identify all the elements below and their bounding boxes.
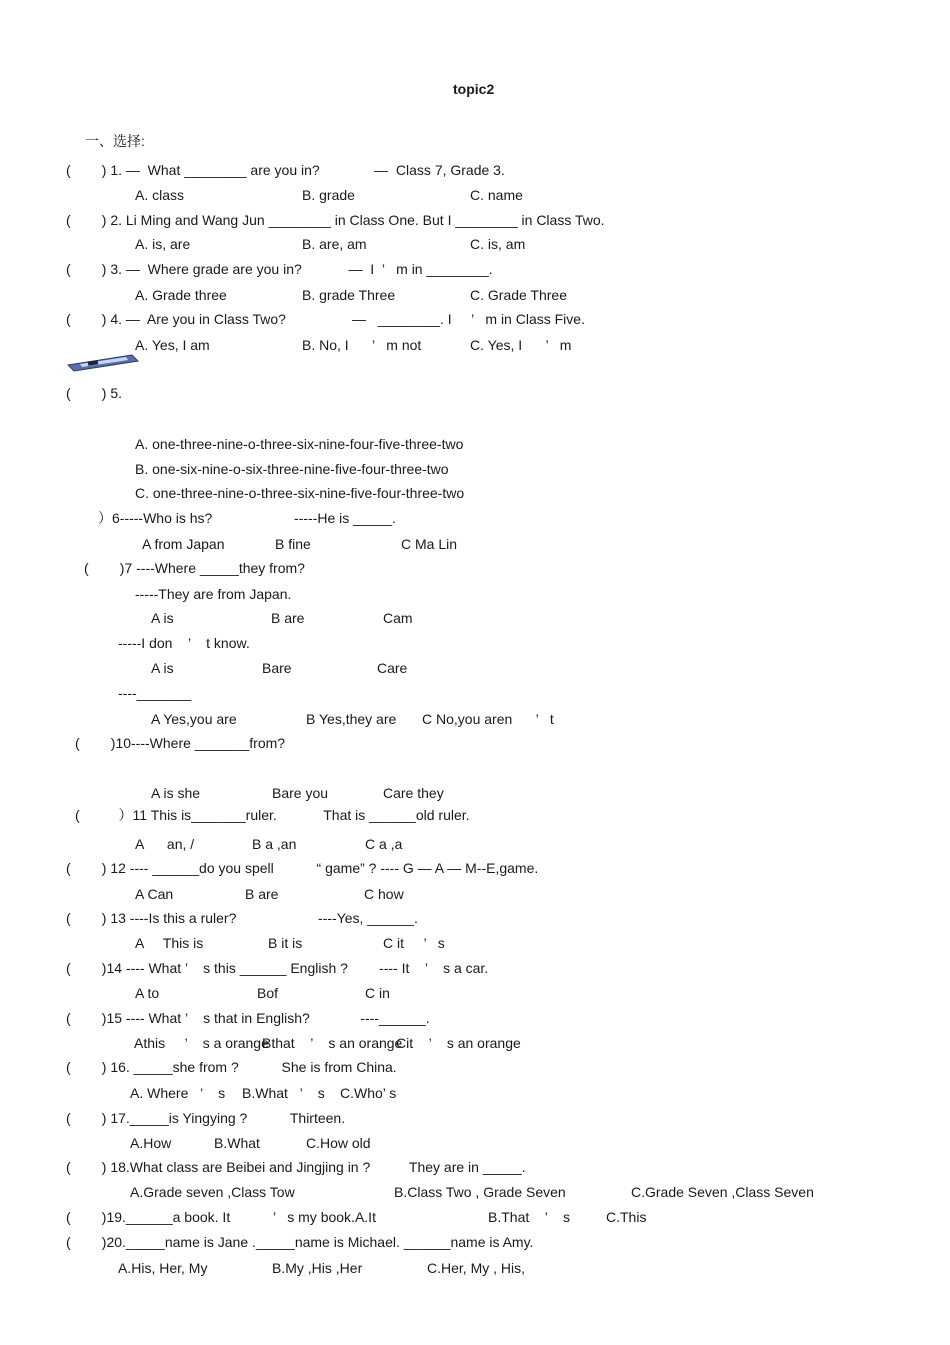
question-11: ( ）11 This is_______ruler. That is ______old ruler. bbox=[75, 807, 470, 823]
q7-option-c: Cam bbox=[383, 610, 413, 626]
q10-option-b: Bare you bbox=[272, 785, 329, 801]
q12-option-c: C how bbox=[364, 886, 404, 902]
question-1: ( ) 1. — What ________ are you in? — Class 7, Grade 3. bbox=[66, 162, 505, 178]
question-15: ( )15 ---- What ’ s that in English? ----______. bbox=[66, 1010, 430, 1026]
q2-option-c: C. is, am bbox=[470, 236, 526, 252]
question-18: ( ) 18.What class are Beibei and Jingjing in ? They are in _____. bbox=[66, 1159, 526, 1175]
q5-option-a: A. one-three-nine-o-three-six-nine-four-five-three-two bbox=[135, 436, 464, 452]
q11-option-a: A an, / bbox=[135, 836, 195, 852]
question-17: ( ) 17._____is Yingying ? Thirteen. bbox=[66, 1110, 346, 1126]
q8-option-a: A is bbox=[151, 660, 174, 676]
q17-option-a: A.How bbox=[130, 1135, 172, 1151]
q18-option-a: A.Grade seven ,Class Tow bbox=[130, 1184, 295, 1200]
q4-option-b: B. No, I ’ m not bbox=[302, 337, 422, 353]
q19-option-b: B.That ’ s bbox=[488, 1209, 570, 1225]
q1-option-c: C. name bbox=[470, 187, 523, 203]
q7-option-b: B are bbox=[271, 610, 305, 626]
q15-option-b: Bthat ’ s an orange bbox=[262, 1035, 403, 1051]
q18-option-b: B.Class Two , Grade Seven bbox=[394, 1184, 566, 1200]
q20-option-a: A.His, Her, My bbox=[118, 1260, 208, 1276]
q12-option-b: B are bbox=[245, 886, 279, 902]
q10-option-c: Care they bbox=[383, 785, 444, 801]
q16-option-b: B.What ’ s bbox=[242, 1085, 325, 1101]
question-14: ( )14 ---- What ’ s this ______ English ? ---- It ’ s a car. bbox=[66, 960, 489, 976]
q2-option-b: B. are, am bbox=[302, 236, 367, 252]
q17-option-c: C.How old bbox=[306, 1135, 371, 1151]
question-4: ( ) 4. — Are you in Class Two? — ________. I ’ m in Class Five. bbox=[66, 311, 585, 327]
question-7: ( )7 ----Where _____they from? bbox=[84, 560, 305, 576]
q13-option-c: C it ’ s bbox=[383, 935, 445, 951]
q20-option-c: C.Her, My , His, bbox=[427, 1260, 526, 1276]
question-6: ）6-----Who is hs? -----He is _____. bbox=[98, 510, 396, 526]
question-16: ( ) 16. _____she from ? She is from China. bbox=[66, 1059, 397, 1075]
q11-option-b: B a ,an bbox=[252, 836, 297, 852]
q3-option-c: C. Grade Three bbox=[470, 287, 568, 303]
q3-option-b: B. grade Three bbox=[302, 287, 396, 303]
q8-option-b: Bare bbox=[262, 660, 292, 676]
q6-option-c: C Ma Lin bbox=[401, 536, 458, 552]
q6-option-a: A from Japan bbox=[142, 536, 225, 552]
q19-option-c: C.This bbox=[606, 1209, 647, 1225]
q2-option-a: A. is, are bbox=[135, 236, 191, 252]
q15-option-c: Cit ’ s an orange bbox=[396, 1035, 521, 1051]
q4-option-a: A. Yes, I am bbox=[135, 337, 210, 353]
q14-option-a: A to bbox=[135, 985, 160, 1001]
page-title: topic2 bbox=[453, 81, 495, 97]
question-19: ( )19.______a book. It ’ s my book.A.It bbox=[66, 1209, 376, 1225]
question-2: ( ) 2. Li Ming and Wang Jun ________ in Class One. But I ________ in Class Two. bbox=[66, 212, 605, 228]
q11-option-c: C a ,a bbox=[365, 836, 403, 852]
question-10: ( )10----Where _______from? bbox=[75, 735, 286, 751]
q9-option-c: C No,you aren ’ t bbox=[422, 711, 554, 727]
q5-option-c: C. one-three-nine-o-three-six-nine-five-four-three-two bbox=[135, 485, 465, 501]
question-12: ( ) 12 ---- ______do you spell “ game” ? ---- G — A — M--E,game. bbox=[66, 860, 539, 876]
q9-option-b: B Yes,they are bbox=[306, 711, 397, 727]
q8-option-c: Care bbox=[377, 660, 408, 676]
q10-option-a: A is she bbox=[151, 785, 201, 801]
q14-option-b: Bof bbox=[257, 985, 279, 1001]
q12-option-a: A Can bbox=[135, 886, 174, 902]
question-9: ----_______ bbox=[118, 685, 192, 701]
q7-option-a: A is bbox=[151, 610, 174, 626]
question-3: ( ) 3. — Where grade are you in? — I ’ m in ________. bbox=[66, 261, 493, 277]
q4-option-c: C. Yes, I ’ m bbox=[470, 337, 572, 353]
q13-option-a: A This is bbox=[135, 935, 204, 951]
q1-option-b: B. grade bbox=[302, 187, 355, 203]
q7-answer-line: -----They are from Japan. bbox=[135, 586, 292, 602]
q16-option-c: C.Who’ s bbox=[340, 1085, 397, 1101]
q3-option-a: A. Grade three bbox=[135, 287, 227, 303]
q13-option-b: B it is bbox=[268, 935, 303, 951]
q18-option-c: C.Grade Seven ,Class Seven bbox=[631, 1184, 814, 1200]
q9-option-a: A Yes,you are bbox=[151, 711, 237, 727]
q14-option-c: C in bbox=[365, 985, 390, 1001]
q1-option-a: A. class bbox=[135, 187, 185, 203]
q5-option-b: B. one-six-nine-o-six-three-nine-five-four-three-two bbox=[135, 461, 449, 477]
q15-option-a: Athis ’ s a orange bbox=[134, 1035, 269, 1051]
q6-option-b: B fine bbox=[275, 536, 311, 552]
question-5: ( ) 5. bbox=[66, 385, 123, 401]
question-13: ( ) 13 ----Is this a ruler? ----Yes, ______. bbox=[66, 910, 418, 926]
question-8: -----I don ’ t know. bbox=[118, 635, 250, 651]
section-heading: 一、选择: bbox=[85, 133, 145, 149]
q17-option-b: B.What bbox=[214, 1135, 260, 1151]
question-20: ( )20._____name is Jane ._____name is Michael. ______name is Amy. bbox=[66, 1234, 534, 1250]
phone-image bbox=[66, 353, 140, 373]
q16-option-a: A. Where ’ s bbox=[130, 1085, 226, 1101]
q20-option-b: B.My ,His ,Her bbox=[272, 1260, 363, 1276]
